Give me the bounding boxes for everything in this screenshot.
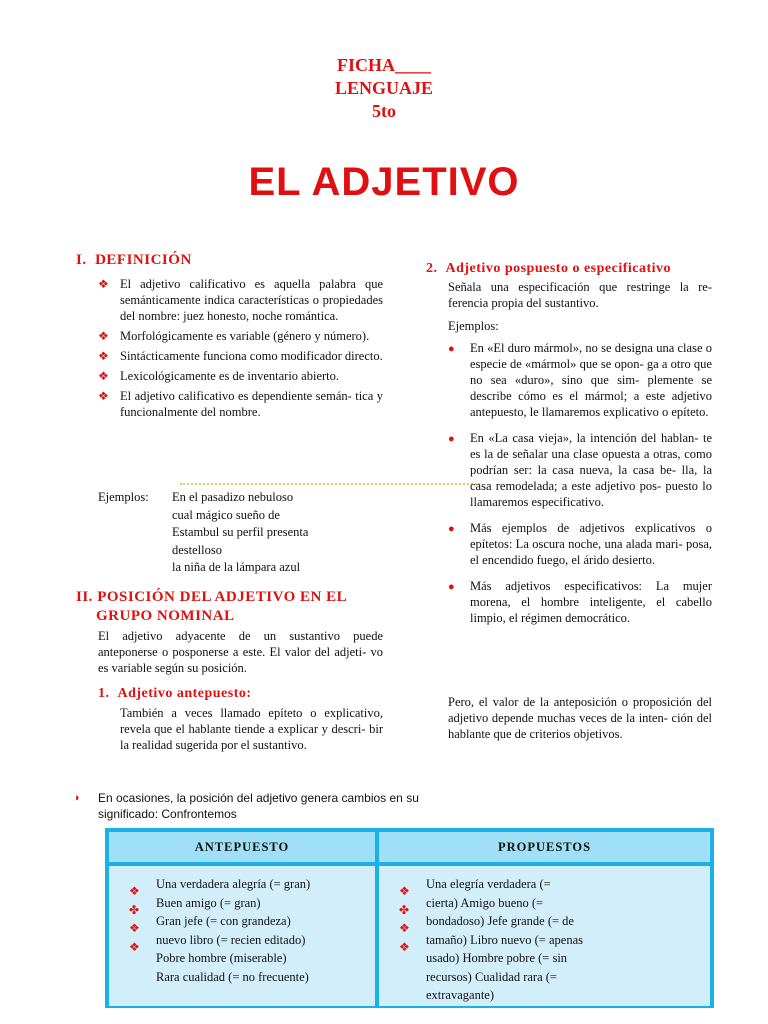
cross-bullet-icon: ❖	[129, 939, 140, 954]
propuestos-text	[426, 875, 616, 1005]
cross-bullet-icon: ✤	[129, 902, 140, 917]
antepuesto-list	[156, 875, 371, 986]
bullet-column	[129, 882, 140, 956]
dotted-divider	[180, 483, 480, 485]
bullet-column	[399, 882, 410, 956]
list-item: ❖ El adjetivo calificativo es aquella palabra que semánticamente indica características o propiedades del nombre: juez honesto, noche romántica.	[98, 277, 383, 323]
list-item: ● Más adjetivos especificativos: La mujer morena, el hombre inteligente, el cabello limpio, el régimen democrático.	[448, 579, 712, 625]
round-bullet-icon: ●	[448, 581, 455, 593]
diamond-bullet-icon: ❖	[98, 277, 109, 291]
subsection-2-text: Señala una especificación que restringe la re- ferencia propia del sustantivo.	[448, 280, 712, 310]
section-2-heading: II. POSICIÓN DEL ADJETIVO EN EL GRUPO NOMINAL	[76, 589, 348, 624]
example-line: cual mágico sueño de	[172, 507, 280, 522]
diamond-bullet-icon: ❖	[98, 389, 109, 403]
example-line: la niña de la lámpara azul	[172, 560, 301, 574]
subsection-2-heading: 2. Adjetivo pospuesto o especificativo	[426, 261, 672, 276]
list-item: ● Más ejemplos de adjetivos explicativos o epítetos: La oscura noche, una alada mari- posa, el encendido fuego, el árido desierto.	[448, 521, 712, 567]
header-ficha: FICHA____	[337, 55, 431, 75]
table-row: Rara cualidad (= no frecuente)	[156, 969, 309, 984]
cross-bullet-icon: ❖	[129, 884, 140, 898]
comparison-table	[105, 828, 714, 1008]
round-bullet-icon: ●	[448, 523, 455, 535]
examples-label: Ejemplos:	[98, 490, 149, 504]
cross-bullet-icon: ❖	[399, 939, 410, 954]
cross-bullet-icon: ❖	[399, 921, 410, 935]
table-column-propuestos	[379, 866, 710, 1006]
table-row: Pobre hombre (miserable)	[156, 951, 287, 965]
right-examples-label: Ejemplos:	[448, 319, 499, 333]
subsection-1-text: También a veces llamado epíteto o explicativo, revela que el hablante tiende a explicar y descri- bir la realidad sugerida por el sustantivo.	[120, 706, 383, 752]
list-item: ❖ Morfológicamente es variable (género y número).	[98, 329, 370, 343]
right-examples-list	[448, 340, 712, 636]
round-bullet-icon: ●	[448, 343, 455, 355]
section-2-text: El adjetivo adyacente de un sustantivo puede anteponerse o posponerse a este. El valor del adjeti- vo es variable según su posición.	[98, 629, 383, 675]
subsection-1-heading: 1. Adjetivo antepuesto:	[98, 686, 252, 701]
table-line: extravagante)	[426, 988, 495, 1002]
table-row: Una verdadera alegría (= gran)	[156, 877, 311, 891]
diamond-bullet-icon: ❖	[98, 349, 109, 363]
table-line: tamaño) Libro nuevo (= apenas	[426, 932, 583, 947]
table-line: bondadoso) Jefe grande (= de	[426, 914, 574, 928]
table-header-propuestos: PROPUESTOS	[379, 832, 710, 862]
header-grade: 5to	[372, 101, 396, 121]
list-item: ❖ Lexicológicamente es de inventario abierto.	[98, 369, 340, 383]
section-1-heading: I. DEFINICIÓN	[76, 252, 192, 268]
table-line: recursos) Cualidad rara (=	[426, 969, 557, 984]
list-item: ❖ El adjetivo calificativo es dependiente semán- tica y funcionalmente del nombre.	[98, 389, 383, 419]
page-title: EL ADJETIVO	[248, 160, 520, 204]
table-row: Buen amigo (= gran)	[156, 895, 261, 910]
example-line: En el pasadizo nebuloso	[172, 490, 294, 504]
table-row: nuevo libro (= recien editado)	[156, 932, 306, 947]
list-item: ● En «La casa vieja», la intención del hablan- te es la de señalar una clase opuesta a otras, como podrían ser: la casa nueva, la casa be- lla, la casa remodelada; a este adjetivo pos- puesto lo llamaremos especificativo.	[448, 431, 712, 509]
table-line: cierta) Amigo bueno (=	[426, 895, 544, 910]
table-line: usado) Hombre pobre (= sin	[426, 951, 568, 965]
cross-bullet-icon: ❖	[399, 884, 410, 898]
definition-list	[98, 276, 383, 424]
diamond-bullet-icon: ❖	[98, 369, 109, 383]
cross-bullet-icon: ❖	[129, 921, 140, 935]
example-line: Estambul su perfil presenta	[172, 525, 309, 539]
list-item: ● En «El duro mármol», no se designa una clase o especie de «mármol» que se opon- ga a otro que no sea «duro», sino que sim- plemente se describe cómo es el mármol; a este adjetivo antepuesto, le llamaremos explicativo o epíteto.	[448, 341, 712, 419]
header-subject: LENGUAJE	[334, 78, 433, 98]
table-line: Una elegría verdadera (=	[426, 877, 551, 891]
list-item: ❖ Sintácticamente funciona como modificador directo.	[98, 349, 383, 363]
table-header-antepuesto: ANTEPUESTO	[109, 832, 375, 862]
table-row: Gran jefe (= con grandeza)	[156, 914, 291, 928]
diamond-bullet-icon: ❖	[98, 329, 109, 343]
example-line: destelloso	[172, 542, 222, 557]
table-column-antepuesto	[109, 866, 375, 1006]
round-bullet-icon: ●	[448, 433, 455, 445]
cross-bullet-icon: ✤	[399, 902, 410, 917]
note-text: En ocasiones, la posición del adjetivo genera cambios en su significado: Confrontemos	[98, 791, 419, 821]
note-arrow-icon: ◗	[74, 792, 81, 804]
closing-paragraph: Pero, el valor de la anteposición o proposición del adjetivo depende muchas veces de la inten- ción del hablante que de criterios objetivos.	[448, 695, 712, 741]
examples-block	[172, 489, 308, 577]
